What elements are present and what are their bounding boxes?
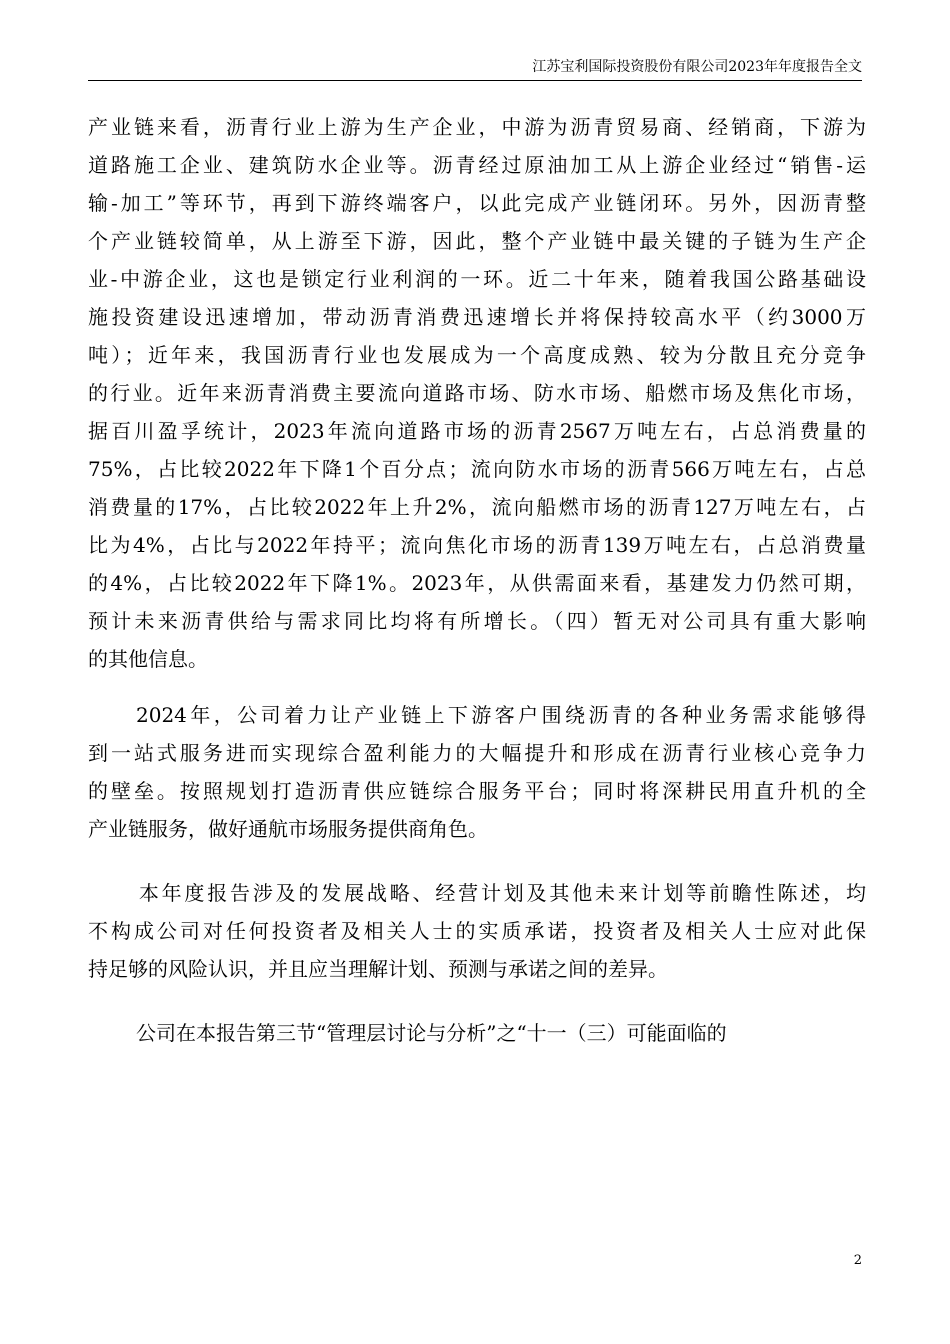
text-line: 到一站式服务进而实现综合盈利能力的大幅提升和形成在沥青行业核心竞争力 [88, 741, 866, 765]
text-line: 的4%，占比较2022年下降1%。2023年，从供需面来看，基建发力仍然可期， [88, 571, 866, 595]
text-line: 持足够的风险认识，并且应当理解计划、预测与承诺之间的差异。 [88, 957, 668, 981]
text-line: 2024年，公司着力让产业链上下游客户围绕沥青的各种业务需求能够得 [136, 703, 866, 727]
text-line: 业-中游企业，这也是锁定行业利润的一环。近二十年来，随着我国公路基础设 [88, 267, 866, 291]
body-text [88, 108, 866, 1052]
text-line-indented [88, 874, 866, 912]
text-line-indented [88, 1014, 866, 1052]
text-line: 吨）；近年来，我国沥青行业也发展成为一个高度成熟、较为分散且充分竞争 [88, 343, 866, 367]
report-title: 江苏宝利国际投资股份有限公司2023年年度报告全文 [532, 59, 862, 75]
text-line: 施投资建设迅速增加，带动沥青消费迅速增长并将保持较高水平（约3000万 [88, 305, 866, 329]
text-line: 消费量的17%，占比较2022年上升2%，流向船燃市场的沥青127万吨左右，占 [88, 495, 866, 519]
page-number: 2 [853, 1253, 862, 1268]
text-line: 产业链来看，沥青行业上游为生产企业，中游为沥青贸易商、经销商，下游为 [88, 115, 866, 139]
text-line: 的壁垒。按照规划打造沥青供应链综合服务平台；同时将深耕民用直升机的全 [88, 779, 866, 803]
text-line: 本年度报告涉及的发展战略、经营计划及其他未来计划等前瞻性陈述，均 [136, 881, 866, 905]
text-line-indented [88, 696, 866, 734]
text-line: 据百川盈孚统计，2023年流向道路市场的沥青2567万吨左右，占总消费量的 [88, 419, 866, 443]
text-line: 产业链服务，做好通航市场服务提供商角色。 [88, 817, 488, 841]
report-header [88, 58, 862, 81]
text-line: 个产业链较简单，从上游至下游，因此，整个产业链中最关键的子链为生产企 [88, 229, 866, 253]
text-line: 输-加工”等环节，再到下游终端客户，以此完成产业链闭环。另外，因沥青整 [88, 191, 866, 215]
text-line: 75%，占比较2022年下降1个百分点；流向防水市场的沥青566万吨左右，占总 [88, 457, 866, 481]
text-line: 预计未来沥青供给与需求同比均将有所增长。（四）暂无对公司具有重大影响 [88, 609, 866, 633]
text-line: 比为4%，占比与2022年持平；流向焦化市场的沥青139万吨左右，占总消费量 [88, 533, 866, 557]
text-line: 不构成公司对任何投资者及相关人士的实质承诺，投资者及相关人士应对此保 [88, 919, 866, 943]
text-line: 公司在本报告第三节“管理层讨论与分析”之“十一（三）可能面临的 [136, 1021, 727, 1045]
paragraph-2024-plan [88, 696, 866, 848]
paragraph-forward-looking-statement [88, 874, 866, 988]
paragraph-industry-chain [88, 108, 866, 678]
text-line: 的其他信息。 [88, 647, 208, 671]
text-line: 道路施工企业、建筑防水企业等。沥青经过原油加工从上游企业经过“销售-运 [88, 153, 866, 177]
text-line: 的行业。近年来沥青消费主要流向道路市场、防水市场、船燃市场及焦化市场， [88, 381, 866, 405]
paragraph-risk-reference [88, 1014, 866, 1052]
